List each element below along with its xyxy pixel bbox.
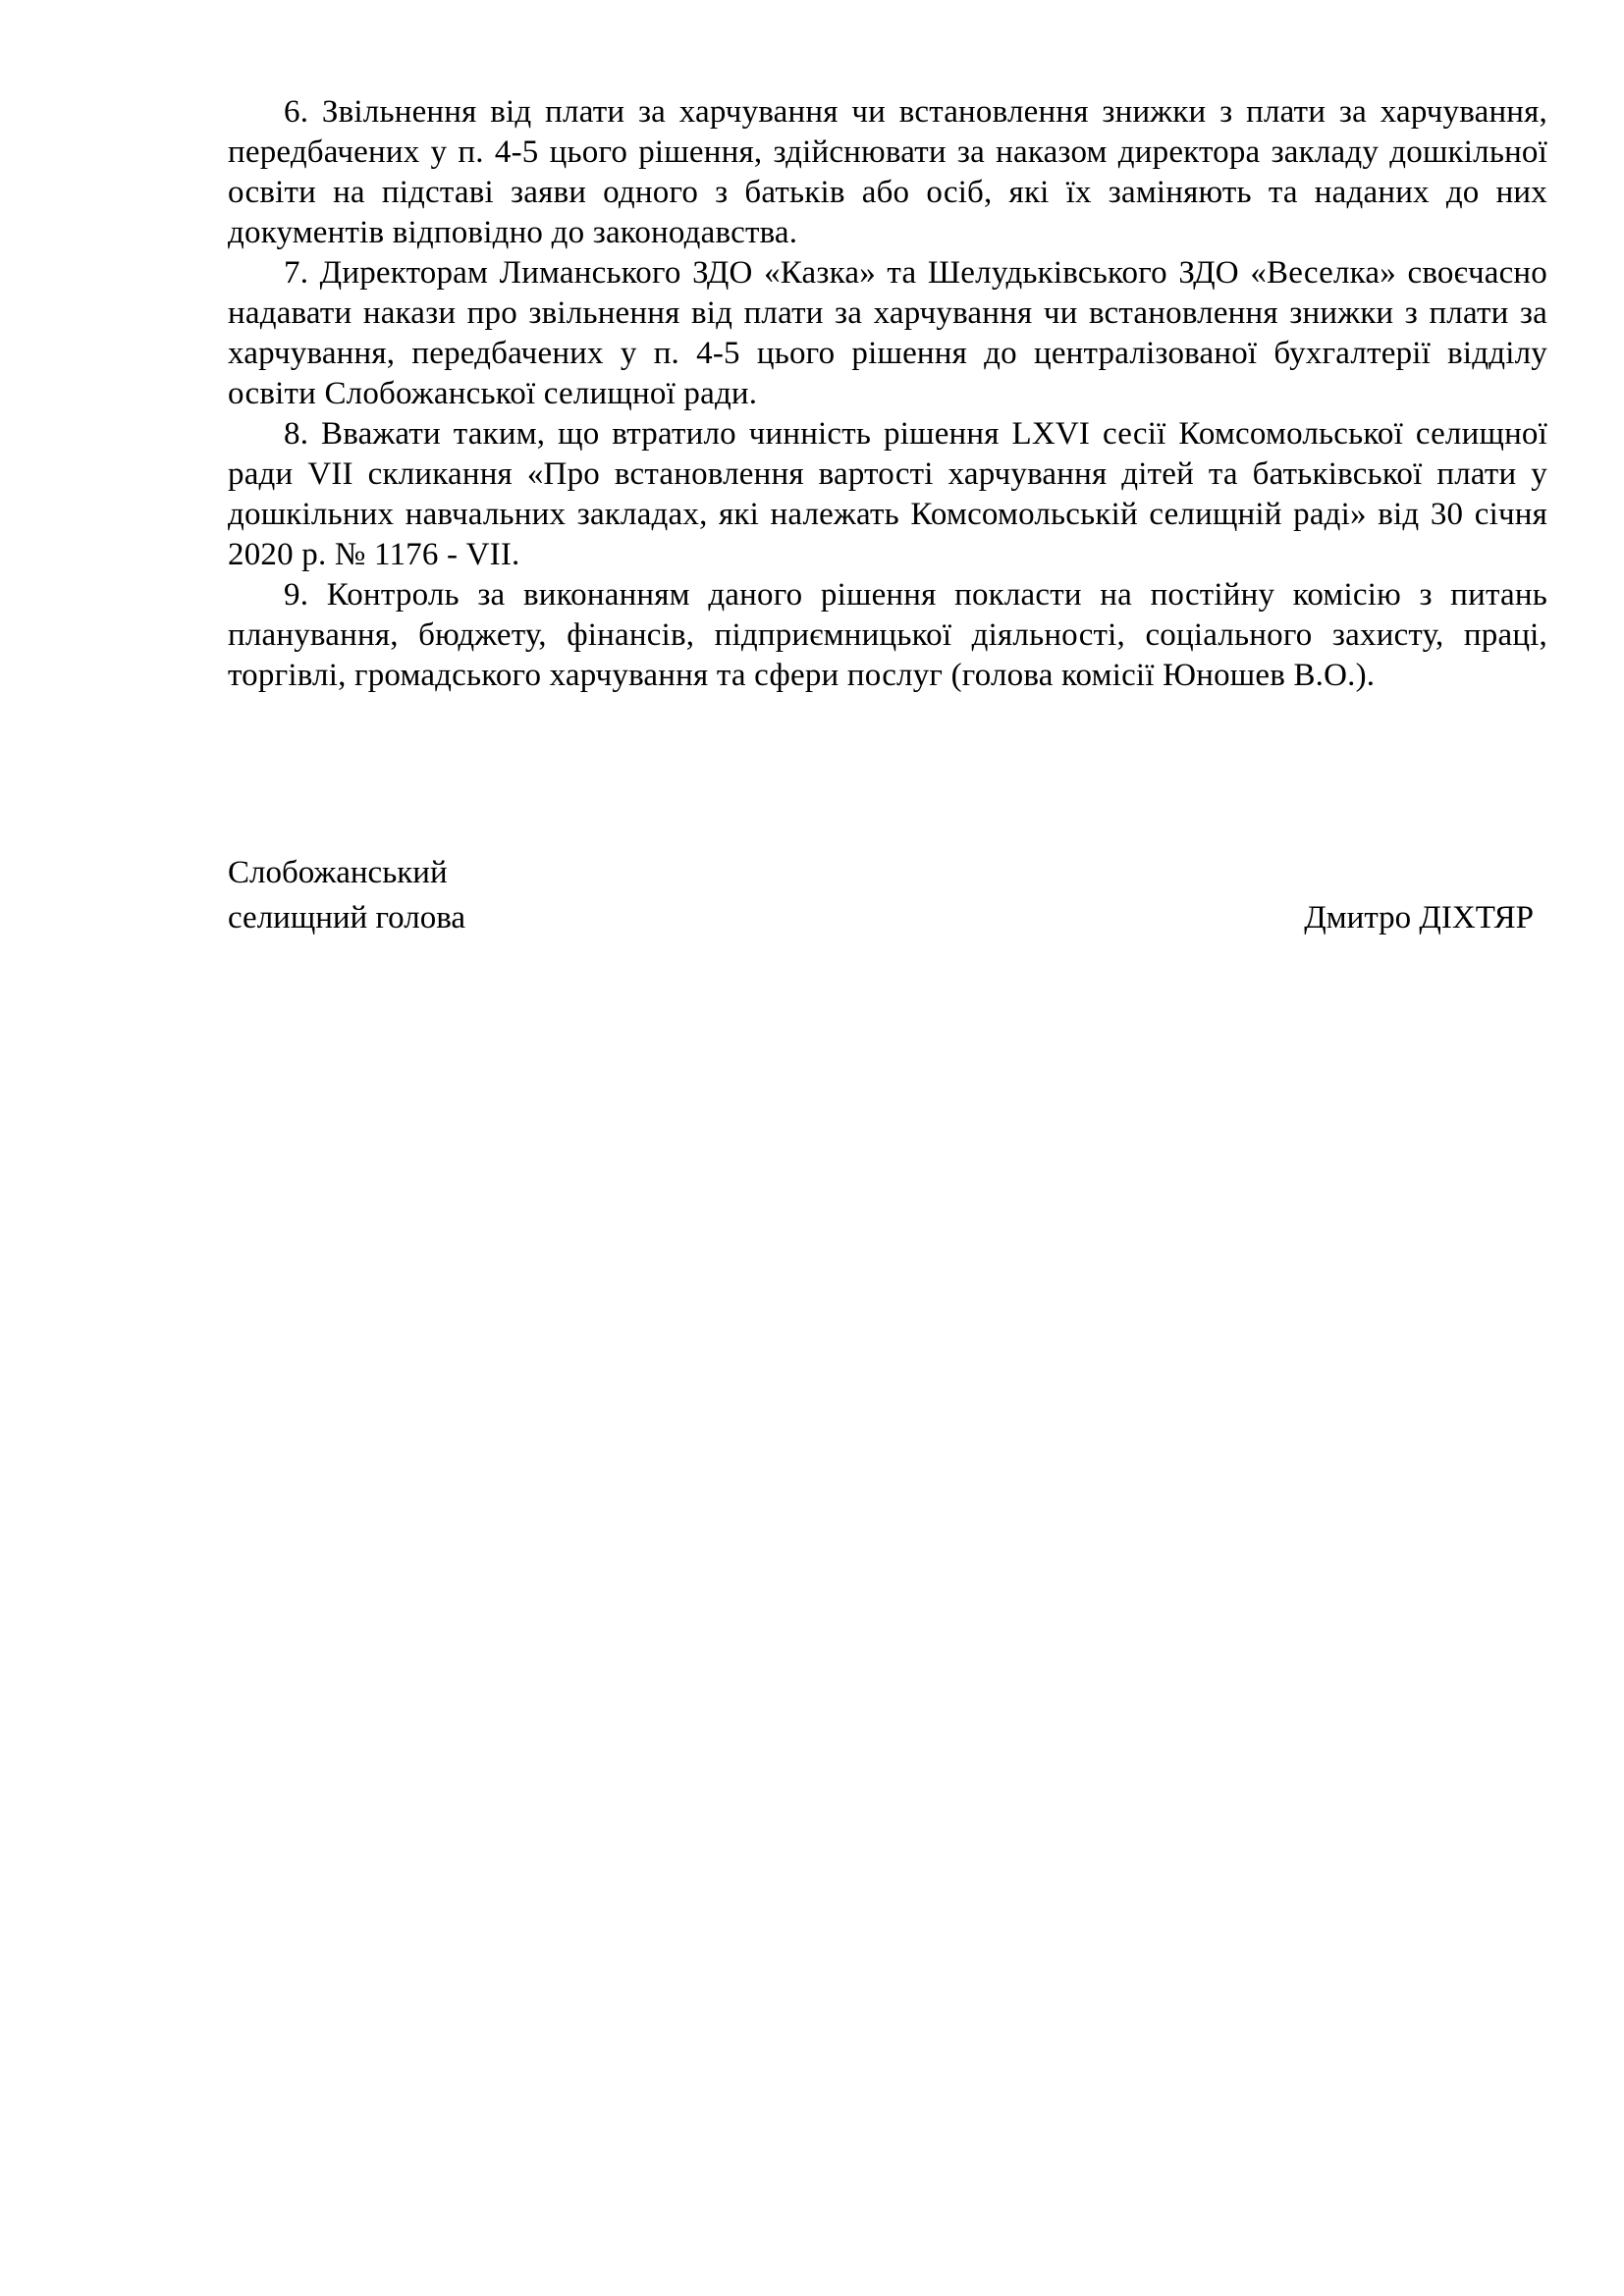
signature-block (228, 850, 1547, 940)
paragraph-7: 7. Директорам Лиманського ЗДО «Казка» та Шелудьківського ЗДО «Веселка» своєчасно надавати накази про звільнення від плати за харчування чи встановлення знижки з плати за харчування, передбачених у п. 4-5 цього рішення до централізованої бухгалтерії відділу освіти Слобожанської селищної ради. (228, 255, 1547, 411)
signer-title-line-2: селищний голова (228, 900, 466, 935)
signer-title (228, 850, 465, 940)
document-body (228, 92, 1547, 696)
paragraph-9: 9. Контроль за виконанням даного рішення покласти на постійну комісію з питань планування, бюджету, фінансів, підприємницької діяльності, соціального захисту, праці, торгівлі, громадського харчування та сфери послуг (голова комісії Юношев В.О.). (228, 577, 1547, 693)
paragraph-8: 8. Вважати таким, що втратило чинність рішення LXVI сесії Комсомольської селищної ради VII скликання «Про встановлення вартості харчування дітей та батьківської плати у дошкільних навчальних закладах, які належать Комсомольській селищній раді» від 30 січня 2020 р. № 1176 - VII. (228, 416, 1547, 572)
signer-name: Дмитро ДІХТЯР (1304, 900, 1534, 935)
signer-title-line-1: Слобожанський (228, 855, 448, 890)
paragraph-6: 6. Звільнення від плати за харчування чи встановлення знижки з плати за харчування, передбачених у п. 4-5 цього рішення, здійснювати за наказом директора закладу дошкільної освіти на підставі заяви одного з батьків або осіб, які їх заміняють та наданих до них документів відповідно до законодавства. (228, 94, 1547, 250)
